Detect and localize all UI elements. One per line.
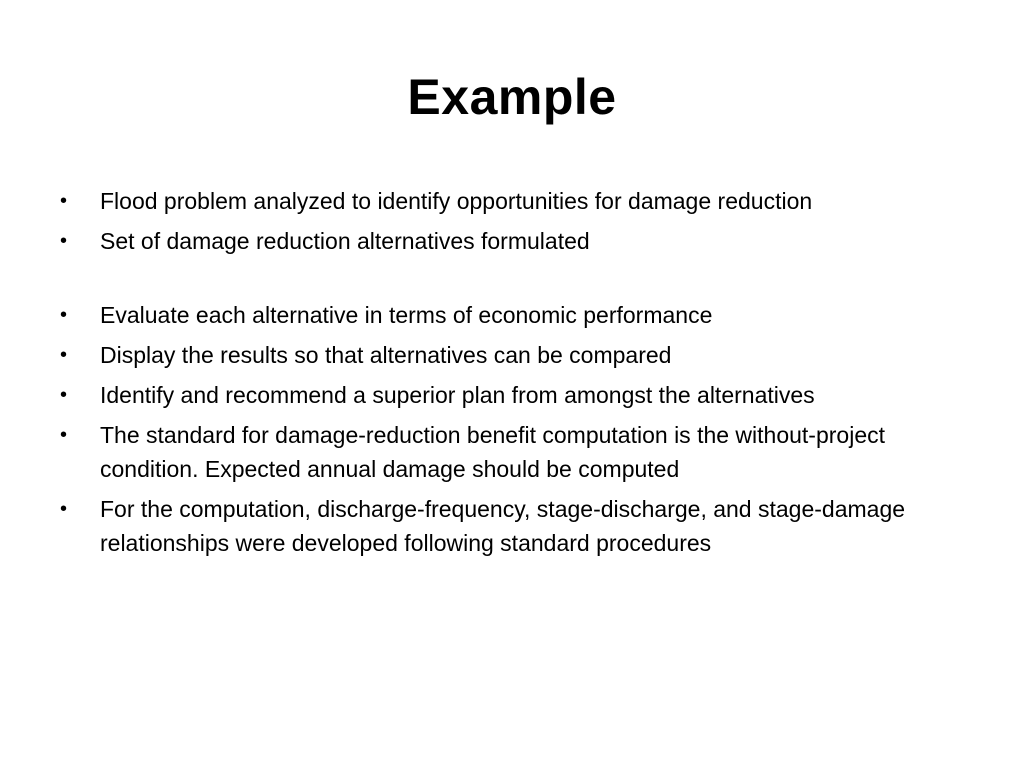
bullet-text: Identify and recommend a superior plan from amongst the alternatives bbox=[100, 382, 815, 408]
bullet-dot-icon: • bbox=[60, 424, 68, 446]
bullet-item bbox=[56, 338, 956, 372]
bullet-dot-icon: • bbox=[60, 304, 68, 326]
bullet-text: Flood problem analyzed to identify opportunities for damage reduction bbox=[100, 188, 813, 214]
bullet-item bbox=[56, 492, 956, 560]
bullet-text: Set of damage reduction alternatives formulated bbox=[100, 228, 590, 254]
bullet-item bbox=[56, 378, 956, 412]
bullet-item bbox=[56, 418, 956, 486]
slide-title: Example bbox=[407, 69, 617, 125]
bullet-dot-icon: • bbox=[60, 384, 68, 406]
bullet-text: Display the results so that alternatives can be compared bbox=[100, 342, 672, 368]
bullet-dot-icon: • bbox=[60, 344, 68, 366]
bullet-dot-icon: • bbox=[60, 190, 68, 212]
bullet-list bbox=[56, 184, 956, 566]
bullet-dot-icon: • bbox=[60, 498, 68, 520]
bullet-item bbox=[56, 298, 956, 332]
bullet-dot-icon: • bbox=[60, 230, 68, 252]
bullet-item bbox=[56, 184, 956, 218]
bullet-text: For the computation, discharge-frequency, stage-discharge, and stage-damage relationships were developed following standard procedures bbox=[100, 496, 906, 556]
bullet-text: The standard for damage-reduction benefit computation is the without-project condition. Expected annual damage should be computed bbox=[100, 422, 885, 482]
bullet-text: Evaluate each alternative in terms of economic performance bbox=[100, 302, 713, 328]
bullet-item bbox=[56, 224, 956, 258]
